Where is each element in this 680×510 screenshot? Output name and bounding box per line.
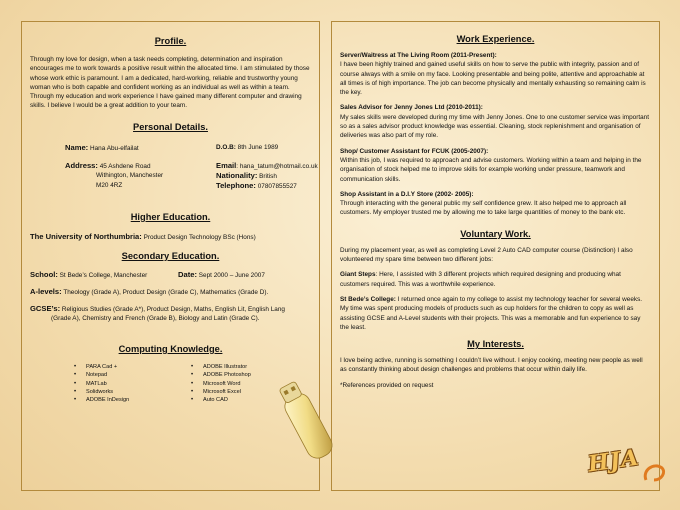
name-row bbox=[65, 143, 311, 153]
computing-list-1 bbox=[70, 363, 129, 405]
voluntary-work-title: Voluntary Work. bbox=[460, 228, 531, 239]
nationality-label: Nationality: bbox=[216, 170, 258, 180]
voluntary-item-text: : Here, I assisted with 3 different projects which required designing and producing what customers required. This was a worthwhile experience. bbox=[340, 271, 621, 288]
voluntary-item-label: Giant Steps bbox=[340, 271, 376, 279]
computing-title: Computing Knowledge. bbox=[118, 343, 223, 354]
computing-list-2 bbox=[187, 363, 251, 405]
job-entry bbox=[340, 190, 651, 218]
right-panel bbox=[331, 21, 660, 491]
address-line1: 45 Ashdene Road bbox=[99, 162, 151, 170]
voluntary-work-section bbox=[340, 228, 651, 332]
voluntary-item bbox=[340, 295, 651, 332]
logo-swoosh-icon bbox=[640, 460, 668, 488]
gcse-line2: (Grade A), Chemistry and French (Grade B), Biology and Latin (Grade C). bbox=[51, 314, 260, 322]
profile-title: Profile. bbox=[154, 36, 187, 46]
list-item: • Auto CAD bbox=[187, 396, 251, 404]
usb-stick-illustration bbox=[268, 380, 348, 470]
job-text: Through interacting with the general public my self confidence grew. It also helped me to approach all customers. My employer trusted me by allowing me to take large quantities of money to the bank etc. bbox=[340, 200, 627, 217]
higher-education-title: Higher Education. bbox=[130, 211, 211, 222]
job-entry bbox=[340, 103, 651, 140]
voluntary-item-text: I returned once again to my college to assist my technology teacher for several weeks. My time was spent producing models of products such as cup holders for the children to copy as well as assisting GCSE and A-Level students with their projects. This was a memorable and fun experience to say the least. bbox=[340, 295, 643, 331]
alevels-value: Theology (Grade A), Product Design (Grade C), Mathematics (Grade D). bbox=[63, 288, 269, 296]
address-row-3 bbox=[96, 181, 311, 191]
nationality-value: British bbox=[259, 172, 277, 180]
address-row bbox=[65, 160, 318, 171]
list-item: • Microsoft Excel bbox=[187, 388, 251, 396]
job-heading: Server/Waitress at The Living Room (2011-Present): bbox=[340, 52, 497, 59]
alevels-label: A-levels: bbox=[30, 286, 62, 296]
university-name: The University of Northumbria: bbox=[30, 231, 142, 241]
list-item: • ADOBE InDesign bbox=[70, 396, 129, 404]
list-item: • Notepad bbox=[70, 371, 129, 379]
telephone-label: Telephone: bbox=[216, 180, 256, 190]
secondary-education-section bbox=[30, 250, 311, 324]
gcse-label: GCSE’s: bbox=[30, 303, 61, 313]
list-item: • Solidworks bbox=[70, 388, 129, 396]
voluntary-item-label: St Bede’s College: bbox=[340, 295, 396, 303]
job-text: My sales skills were developed during my time with Jenny Jones. One to one customer service was important so as a sales advisor product knowledge was essential. Cleaning, stock replenishment and organisation of deliveries was also part of my role. bbox=[340, 113, 650, 140]
list-item: • PARA Cad + bbox=[70, 363, 129, 371]
references-note: *References provided on request bbox=[340, 381, 434, 389]
higher-education-section bbox=[30, 211, 311, 242]
work-experience-title: Work Experience. bbox=[456, 34, 535, 44]
interests-section bbox=[340, 338, 651, 390]
personal-details-section bbox=[30, 121, 318, 191]
profile-text: Through my love for design, when a task needs completing, determination and inspiration encourages me to work towards a positive result within the allocated time. I am stimulated by those whose work ethic is paramount. I am a dedicated, hard-working, reliable and trustworthy young woman who is both capable and confident working as an individual as well as within a team. Through my education and work experience I have gained many different computer and drawing skills. I believe I would be a great addition to your team. bbox=[30, 56, 310, 110]
personal-details-title: Personal Details. bbox=[133, 121, 208, 132]
job-heading: Sales Advisor for Jenny Jones Ltd (2010-2011): bbox=[340, 104, 483, 112]
dob-value: 8th June 1989 bbox=[237, 143, 279, 151]
date-value: Sept 2000 – June 2007 bbox=[198, 271, 265, 279]
name-value: Hana Abu-elfailat bbox=[90, 144, 139, 152]
school-label: School: bbox=[30, 269, 58, 279]
profile-section bbox=[30, 35, 311, 111]
job-entry bbox=[340, 147, 651, 184]
name-label: Name: bbox=[65, 142, 89, 152]
telephone-value: 07807855527 bbox=[257, 182, 297, 190]
list-item: • ADOBE Photoshop bbox=[187, 371, 251, 379]
gcse-line1: Religious Studies (Grade A*), Product Design, Maths, English Lit, English Lang bbox=[61, 305, 285, 313]
email-value: : hana_tatum@hotmail.co.uk bbox=[236, 162, 318, 170]
address-line2: Withington, Manchester bbox=[96, 171, 164, 179]
list-item: • ADOBE Illustrator bbox=[187, 363, 251, 371]
list-item: • Microsoft Word bbox=[187, 380, 251, 388]
job-text: Within this job, I was required to approach and advise customers. Working within a team and helping in the organisation of stock helped me to improve skills for example working under pressure, teamwork and communication skills. bbox=[340, 156, 642, 183]
voluntary-intro: During my placement year, as well as completing Level 2 Auto CAD computer course (Distinction) I also volunteered my spare time between two different jobs: bbox=[340, 246, 633, 264]
job-text: I have been highly trained and gained useful skills on how to serve the public with integrity, passion and of course always with a smile on my face. Looking presentable and being polite, attentive and approachable at all times is of high importance. The job can become physically and mentally exhausting so remaining calm is the key. bbox=[340, 61, 646, 97]
voluntary-item bbox=[340, 270, 651, 289]
job-entry bbox=[340, 51, 651, 97]
address-row-2 bbox=[96, 171, 311, 181]
school-value: St Bede’s College, Manchester bbox=[59, 271, 148, 279]
list-item: • MATLab bbox=[70, 380, 129, 388]
job-heading: Shop Assistant in a D.I.Y Store (2002- 2005): bbox=[340, 190, 474, 198]
job-heading: Shop/ Customer Assistant for FCUK (2005-2007): bbox=[340, 147, 489, 155]
interests-title: My Interests. bbox=[467, 339, 524, 350]
address-line3: M20 4RZ bbox=[96, 181, 123, 189]
hja-logo: HJA bbox=[586, 444, 641, 478]
work-experience-section bbox=[340, 33, 651, 218]
secondary-education-title: Secondary Education. bbox=[121, 250, 220, 261]
university-course: Product Design Technology BSc (Hons) bbox=[143, 233, 256, 241]
address-label: Address: bbox=[65, 160, 98, 170]
date-label: Date: bbox=[178, 269, 197, 279]
interests-text: I love being active, running is something I couldn’t live without. I enjoy cooking, meeting new people as well as constantly thinking about design challenges and problems that occur within daily life. bbox=[340, 357, 643, 374]
dob-label: D.O.B: bbox=[216, 143, 236, 151]
email-label: Email bbox=[216, 160, 237, 170]
